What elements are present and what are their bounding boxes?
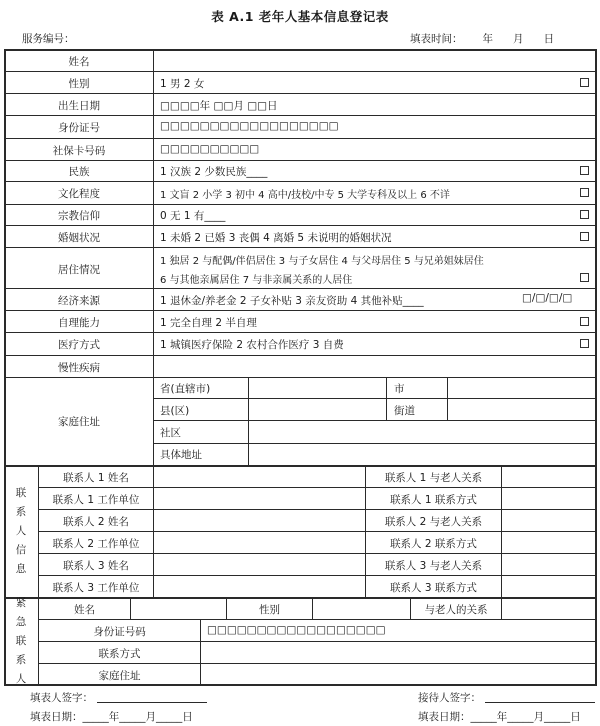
birth-date-field[interactable]: □□□□年 □□月 □□日 (160, 100, 278, 112)
row-divider (4, 310, 596, 311)
self-care-checkbox[interactable] (580, 317, 589, 326)
address-col-divider (386, 377, 387, 421)
address-col-divider (248, 377, 249, 465)
contact-col-divider (153, 465, 154, 597)
address-col-divider (447, 377, 448, 421)
emergency-id-label: 身份证号码 (93, 626, 146, 638)
row-divider (4, 71, 596, 72)
receiver-date[interactable]: 填表日期：_____年_____月_____日 (418, 711, 581, 723)
filler-date[interactable]: 填表日期：_____年_____月_____日 (30, 711, 193, 723)
social-card-field[interactable]: □□□□□□□□□□ (160, 143, 260, 155)
gender-checkbox[interactable] (580, 78, 589, 87)
row-divider (4, 138, 596, 139)
emergency-id-field[interactable]: □□□□□□□□□□□□□□□□□□ (207, 624, 386, 636)
row-divider (38, 553, 596, 554)
birth-label: 出生日期 (58, 100, 100, 112)
income-label: 经济来源 (58, 295, 100, 307)
filler-sign-label: 填表人签字： (30, 692, 93, 704)
row-divider (4, 115, 596, 116)
education-options[interactable]: 1 文盲 2 小学 3 初中 4 高中/技校/中专 5 大学专科及以上 6 不详 (160, 190, 450, 201)
row-divider (4, 288, 596, 289)
religion-label: 宗教信仰 (58, 210, 100, 222)
contact-3-work-label: 联系人 3 工作单位 (52, 582, 140, 594)
street-label: 街道 (394, 405, 415, 417)
row-divider (4, 355, 596, 356)
emergency-section-label: 紧急联系人 (15, 597, 27, 685)
row-divider (38, 531, 596, 532)
city-label: 市 (394, 383, 405, 395)
emergency-phone-label: 联系方式 (98, 648, 141, 660)
row-divider (4, 247, 596, 248)
row-divider (4, 332, 596, 333)
name-label: 姓名 (68, 56, 90, 68)
id-card-field[interactable]: □□□□□□□□□□□□□□□□□□ (160, 120, 339, 132)
section-divider (4, 465, 596, 467)
ethnicity-checkbox[interactable] (580, 166, 589, 175)
address-divider (153, 420, 596, 421)
medical-options[interactable]: 1 城镇医疗保险 2 农村合作医疗 3 自费 (160, 339, 344, 351)
row-divider (4, 181, 596, 182)
community-label: 社区 (160, 427, 181, 439)
contact-3-relation-label: 联系人 3 与老人关系 (384, 560, 483, 572)
emergency-gender-label: 性别 (259, 604, 280, 616)
living-options-line1[interactable]: 1 独居 2 与配偶/伴侣居住 3 与子女居住 4 与父母居住 5 与兄弟姐妹居住 (160, 256, 484, 267)
contact-1-relation-label: 联系人 1 与老人关系 (384, 472, 483, 484)
detail-address-label: 具体地址 (160, 449, 202, 461)
emergency-relation-label: 与老人的关系 (424, 604, 488, 616)
living-label: 居住情况 (58, 264, 100, 276)
emergency-address-label: 家庭住址 (98, 670, 141, 682)
frame-top (4, 49, 597, 51)
contacts-section-label: 联系人信息 (15, 487, 27, 575)
emergency-name-label: 姓名 (74, 604, 95, 616)
row-divider (38, 619, 596, 620)
row-divider (4, 204, 596, 205)
contact-2-relation-label: 联系人 2 与老人关系 (384, 516, 483, 528)
ethnicity-options[interactable]: 1 汉族 2 少数民族____ (160, 166, 268, 178)
frame-right (595, 49, 597, 686)
emergency-col-divider (312, 597, 313, 619)
id-card-label: 身份证号 (58, 122, 100, 134)
address-divider (153, 398, 596, 399)
frame-bottom (4, 684, 597, 686)
row-divider (4, 160, 596, 161)
contact-2-phone-label: 联系人 2 联系方式 (390, 538, 477, 550)
living-checkbox[interactable] (580, 273, 589, 282)
religion-options[interactable]: 0 无 1 有____ (160, 210, 226, 222)
contact-3-name-label: 联系人 3 姓名 (63, 560, 129, 572)
contact-1-work-label: 联系人 1 工作单位 (52, 494, 140, 506)
marital-label: 婚姻状况 (58, 232, 100, 244)
service-number-label: 服务编号： (22, 33, 75, 45)
ethnicity-label: 民族 (68, 166, 90, 178)
self-care-options[interactable]: 1 完全自理 2 半自理 (160, 317, 257, 329)
income-checkboxes[interactable]: □/□/□/□ (522, 292, 573, 304)
address-divider (153, 443, 596, 444)
row-divider (4, 377, 596, 378)
education-checkbox[interactable] (580, 188, 589, 197)
county-label: 县(区) (160, 405, 190, 417)
medical-checkbox[interactable] (580, 339, 589, 348)
row-divider (38, 487, 596, 488)
contact-col-divider (501, 465, 502, 597)
marital-options[interactable]: 1 未婚 2 已婚 3 丧偶 4 离婚 5 未说明的婚姻状况 (160, 232, 392, 244)
emergency-col-divider (130, 597, 131, 619)
contact-3-phone-label: 联系人 3 联系方式 (390, 582, 477, 594)
receiver-sign-label: 接待人签字： (418, 692, 481, 704)
chronic-label: 慢性疾病 (58, 362, 100, 374)
living-options-line2[interactable]: 6 与其他亲属居住 7 与非亲属关系的人居住 (160, 275, 353, 286)
row-divider (38, 509, 596, 510)
gender-label: 性别 (68, 78, 90, 90)
receiver-sign-line[interactable] (485, 702, 595, 703)
contact-1-name-label: 联系人 1 姓名 (63, 472, 129, 484)
contact-2-work-label: 联系人 2 工作单位 (52, 538, 140, 550)
religion-checkbox[interactable] (580, 210, 589, 219)
label-column-divider (153, 49, 154, 465)
province-label: 省(直辖市) (160, 383, 211, 395)
contact-2-name-label: 联系人 2 姓名 (63, 516, 129, 528)
row-divider (38, 575, 596, 576)
marital-checkbox[interactable] (580, 232, 589, 241)
filler-sign-line[interactable] (97, 702, 207, 703)
income-options[interactable]: 1 退休金/养老金 2 子女补贴 3 亲友资助 4 其他补贴____ (160, 295, 424, 307)
medical-label: 医疗方式 (58, 339, 100, 351)
row-divider (4, 225, 596, 226)
section-divider (4, 597, 596, 599)
fill-time-label: 填表时间： 年 月 日 (410, 33, 555, 45)
gender-options[interactable]: 1 男 2 女 (160, 78, 205, 90)
row-divider (38, 663, 596, 664)
address-label: 家庭住址 (58, 416, 100, 428)
emergency-col-divider (501, 597, 502, 619)
emergency-col-divider (200, 619, 201, 685)
form-title: 表 A.1 老年人基本信息登记表 (211, 9, 389, 24)
row-divider (38, 641, 596, 642)
row-divider (4, 93, 596, 94)
contact-1-phone-label: 联系人 1 联系方式 (390, 494, 477, 506)
social-card-label: 社保卡号码 (52, 145, 106, 157)
self-care-label: 自理能力 (58, 317, 100, 329)
education-label: 文化程度 (58, 188, 100, 200)
